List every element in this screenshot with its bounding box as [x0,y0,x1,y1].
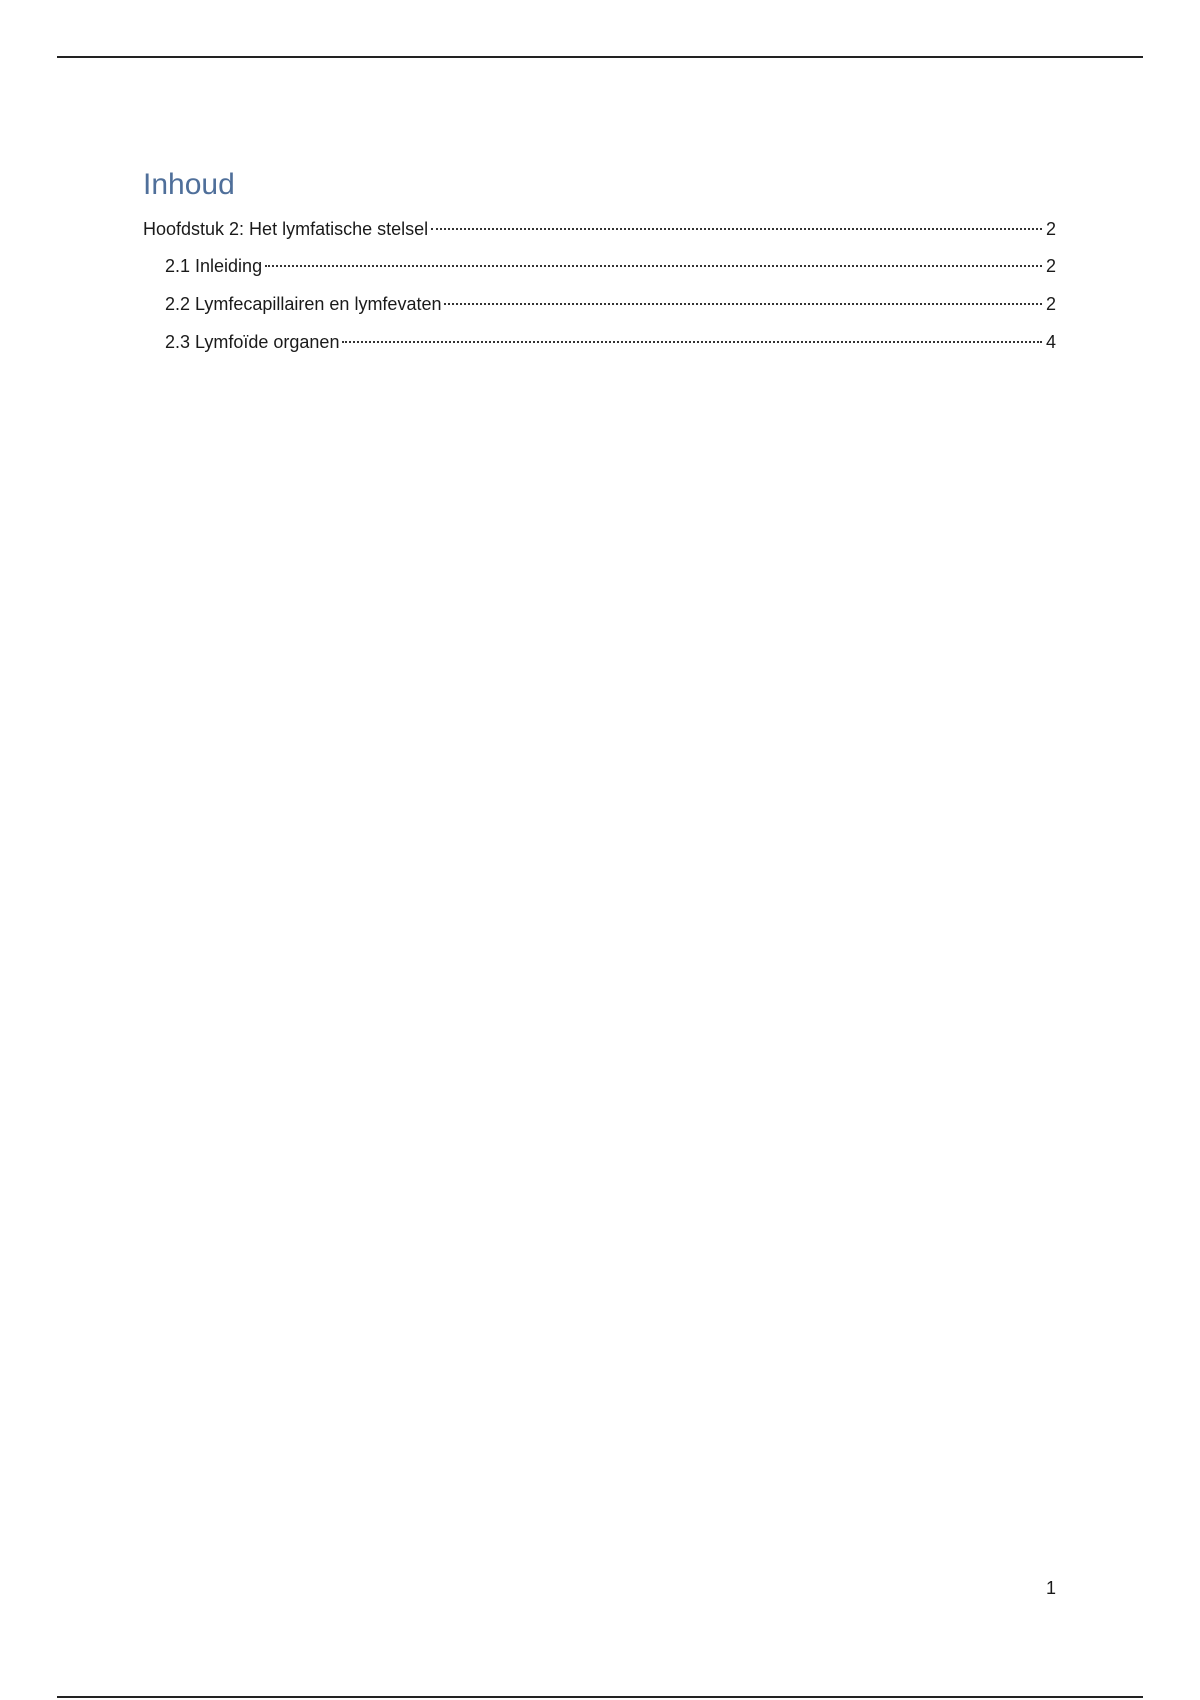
toc-entry-page: 2 [1045,256,1056,276]
toc-entry-2-1[interactable] [143,250,1056,276]
table-of-contents [143,168,1056,352]
toc-entry-title: 2.1 Inleiding [165,256,263,276]
toc-dot-leader [265,250,1042,272]
toc-entry-page: 4 [1045,332,1056,352]
toc-dot-leader [342,326,1042,348]
toc-dot-leader [431,213,1042,235]
toc-entry-chapter-2[interactable] [143,213,1056,239]
toc-entry-title: Hoofdstuk 2: Het lymfatische stelsel [143,219,429,239]
footer-rule [57,1696,1143,1698]
toc-heading: Inhoud [143,168,235,201]
page-number: 1 [1045,1578,1056,1598]
toc-entry-2-3[interactable] [143,326,1056,352]
toc-entry-page: 2 [1045,294,1056,314]
toc-entry-2-2[interactable] [143,288,1056,314]
toc-entry-page: 2 [1045,219,1056,239]
toc-entry-title: 2.3 Lymfoïde organen [165,332,340,352]
toc-dot-leader [444,288,1042,310]
header-rule [57,56,1143,58]
toc-entry-title: 2.2 Lymfecapillairen en lymfevaten [165,294,442,314]
